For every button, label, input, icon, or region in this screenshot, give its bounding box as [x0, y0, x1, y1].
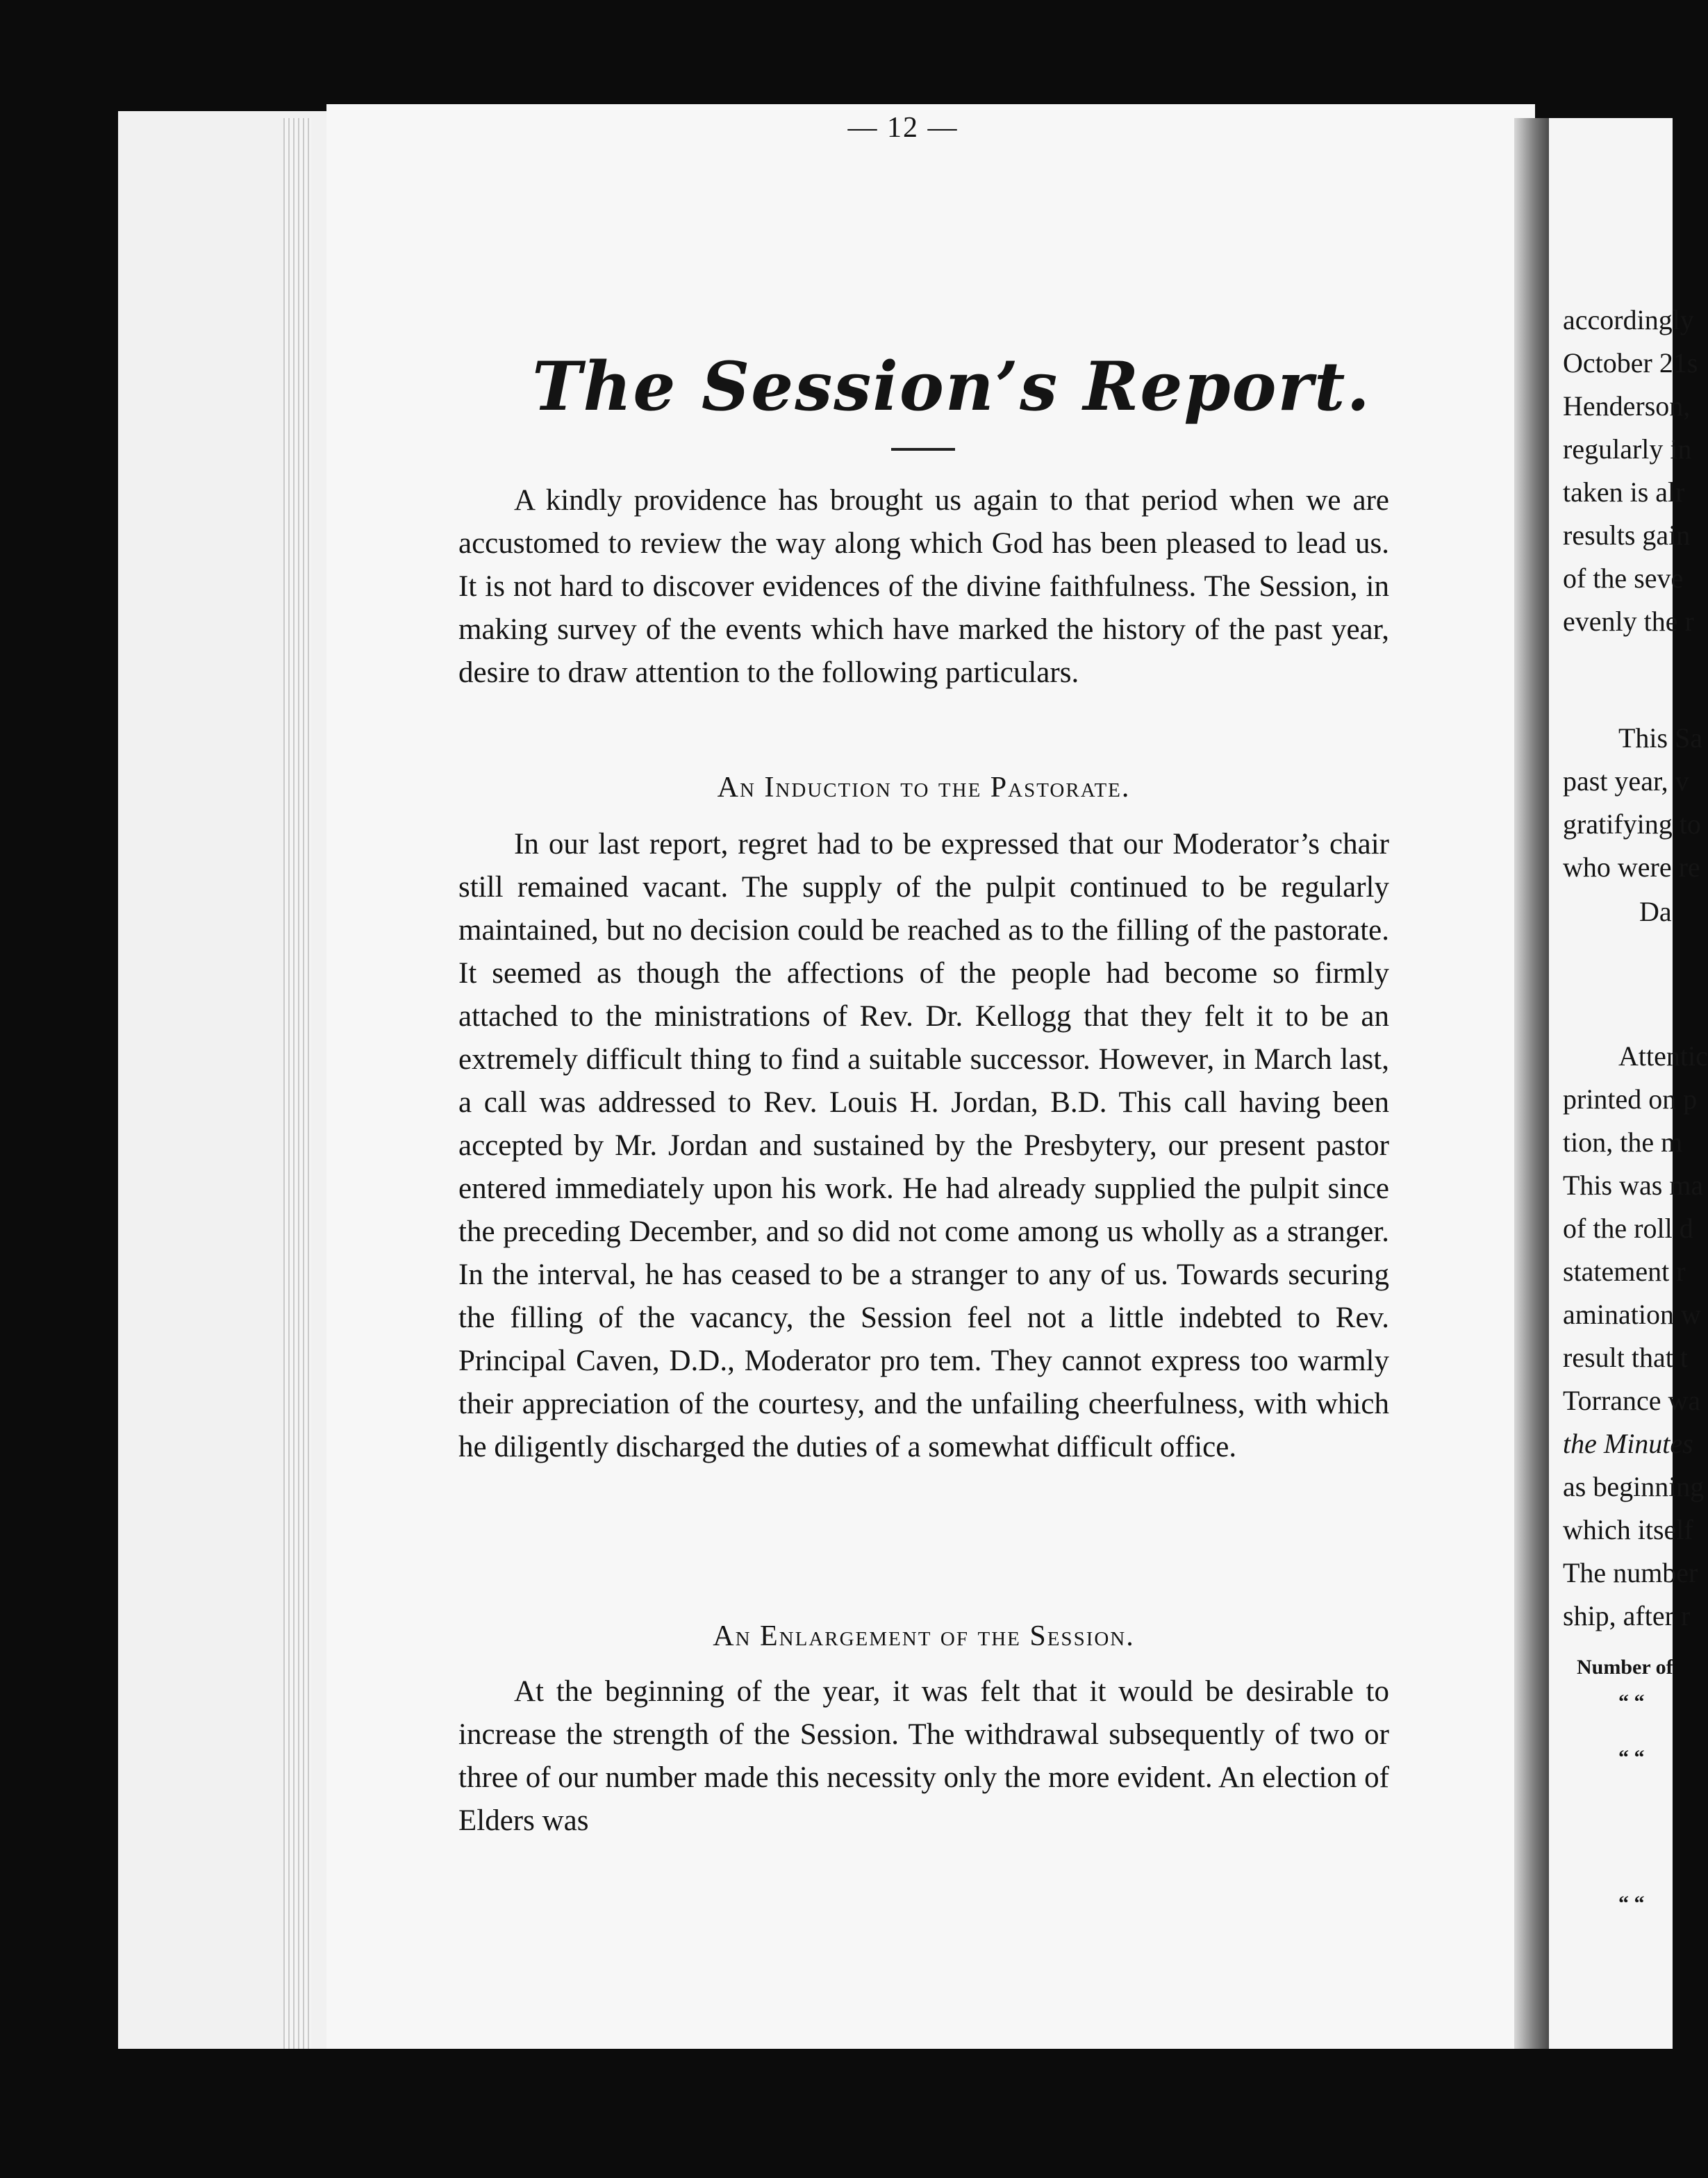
right-page — [1549, 118, 1708, 2049]
right-line: Henderson, — [1563, 390, 1691, 422]
right-line: Torrance wa — [1563, 1385, 1701, 1416]
right-line: This Sa — [1618, 722, 1703, 754]
page-number: — 12 — — [847, 112, 959, 144]
right-line: as beginning — [1563, 1471, 1705, 1502]
section-heading-enlargement: An Enlargement of the Session. — [713, 1620, 1135, 1652]
right-line: which itself — [1563, 1514, 1693, 1545]
right-line: “ “ — [1618, 1892, 1645, 1915]
right-line: of the roll d — [1563, 1213, 1693, 1244]
right-line: “ “ — [1618, 1746, 1645, 1769]
right-line: The number — [1563, 1557, 1698, 1588]
right-line: statement r — [1563, 1256, 1686, 1287]
section-heading-induction: An Induction to the Pastorate. — [717, 772, 1131, 804]
right-line: tion, the m — [1563, 1127, 1683, 1158]
right-line: evenly the r — [1563, 606, 1694, 637]
right-line: of the seve — [1563, 563, 1684, 594]
right-line: gratifying to — [1563, 808, 1701, 840]
right-line: Number of — [1577, 1656, 1673, 1679]
page-title: The Session’s Report. — [532, 347, 1371, 426]
right-line: amination w — [1563, 1299, 1701, 1330]
page-edges — [283, 118, 311, 2049]
right-line: accordingly — [1563, 304, 1694, 335]
right-line: regularly in — [1563, 433, 1692, 465]
right-line: Da — [1639, 896, 1672, 927]
right-line: results gain — [1563, 519, 1691, 551]
right-line: October 21s — [1563, 347, 1698, 379]
right-line: This was ma — [1563, 1170, 1704, 1201]
right-line: result that t — [1563, 1342, 1688, 1373]
right-line: the Minutes — [1563, 1428, 1693, 1459]
book-gutter — [1514, 118, 1549, 2049]
right-line: Attentic — [1618, 1040, 1708, 1072]
right-line: printed on p — [1563, 1083, 1698, 1115]
right-line: who were re — [1563, 851, 1700, 883]
right-line: “ “ — [1618, 1690, 1645, 1713]
right-line: past year, v — [1563, 765, 1689, 797]
enlargement-paragraph: At the beginning of the year, it was felt that it would be desirable to increase the strength of the Session. The withdrawal subsequently of two or three of our number made this necessity only the more evident. An election of Elders was — [458, 1675, 1389, 1837]
right-line: ship, after r — [1563, 1600, 1691, 1631]
intro-paragraph: A kindly providence has brought us again to that period when we are accustomed to review the way along which God has been pleased to lead us. It is not hard to discover evidences of the divine faithfulness. The Session, in making survey of the events which have marked the history of the past year, desire to draw attention to the following particulars. — [458, 484, 1389, 689]
right-line: taken is alr — [1563, 476, 1685, 508]
title-rule — [891, 448, 955, 451]
induction-paragraph: In our last report, regret had to be expressed that our Moderator’s chair still remained vacant. The supply of the pulpit continued to be regularly maintained, but no decision could be reached as to the filling of the pastorate. It seemed as though the affections of the people had become so firmly attached to the ministrations of Rev. Dr. Kellogg that they felt it to be an extremely difficult thing to find a suitable successor. However, in March last, a call was addressed to Rev. Louis H. Jordan, B.D. This call having been accepted by Mr. Jordan and sustained by the Presbytery, our present pastor entered immediately upon his work. He had already supplied the pulpit since the preceding December, and so did not come among us wholly as a stranger. In the interval, he has ceased to be a stranger to any of us. Towards securing the filling of the vacancy, the Session feel not a little indebted to Rev. Principal Caven, D.D., Moderator pro tem. They cannot express too warmly their appreciation of the courtesy, and the unfailing cheerfulness, with which he diligently discharged the duties of a somewhat difficult office. — [458, 828, 1389, 1463]
